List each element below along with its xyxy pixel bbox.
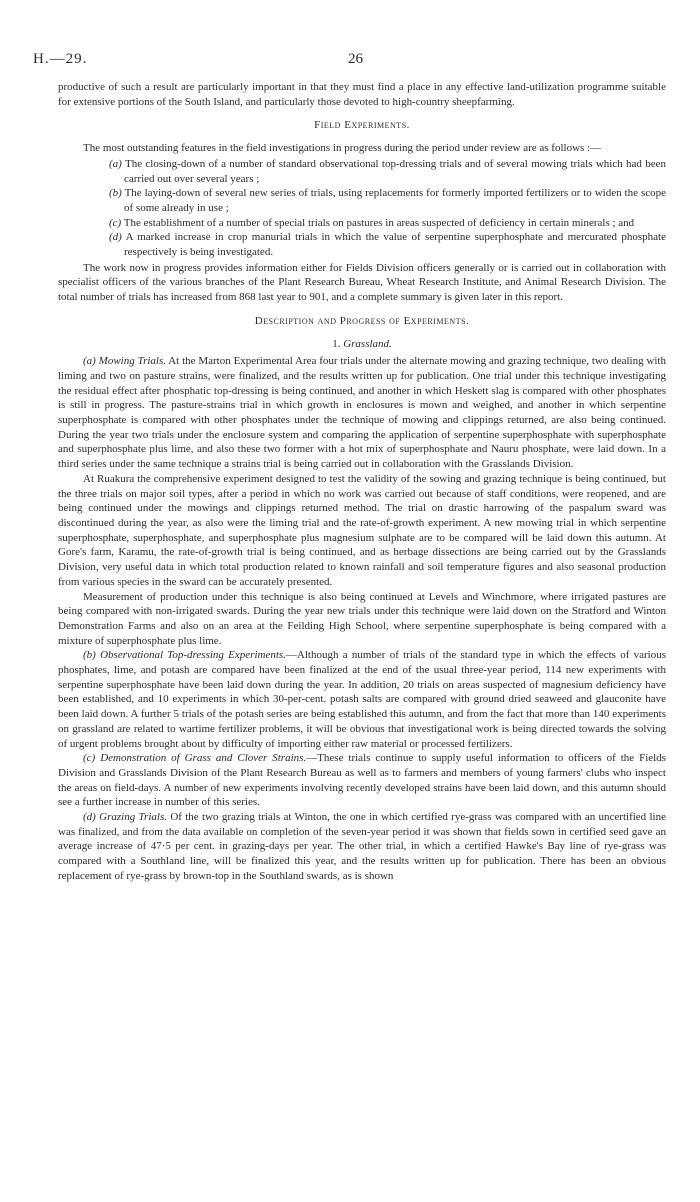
field-closing-paragraph: The work now in progress provides information either for Fields Division officers generally or is carried out in collaboration with specialist officers of the various branches of the Plant Research Bureau, Wheat Research Institute, and Animal Research Division. The total number of trials has increased from 868 last year to 901, and a complete summary is given later in this report.: [58, 261, 666, 304]
measurement-paragraph: Measurement of production under this technique is also being continued at Levels and Winchmore, where irrigated pastures are being compared with non-irrigated swards. During the year new trials under this technique were laid down on the Stratford and Winton Demonstration Farms and also on an area at the Feilding High School, where serpentine superphosphate is being compared with a mixture of superphosphate plus lime.: [58, 590, 666, 647]
field-experiments-heading: Field Experiments.: [314, 119, 410, 132]
list-item-text: A marked increase in crop manurial trials in which the value of serpentine superphosphate and mercurated phosphate respectively is being investigated.: [124, 231, 666, 259]
subheading-title: Grassland.: [343, 337, 392, 350]
field-lead-paragraph: The most outstanding features in the field investigations in progress during the period under review are as follows :—: [83, 142, 602, 155]
paragraph-title: Demonstration of Grass and Clover Strains.: [100, 752, 307, 765]
list-item-label: (b): [109, 187, 122, 200]
description-heading: Description and Progress of Experiments.: [254, 314, 470, 327]
grassland-subheading: [58, 337, 666, 352]
paragraph-text: At the Marton Experimental Area four trials under the alternate mowing and grazing technique, two dealing with liming and two on pasture strains, were finalized, and the results written up for publication. One trial under this technique investigating the residual effect after phosphatic top-dressing is being continued, and another in which Heskett slag is compared with other phosphates is still in progress. The pasture-strains trial in which growth in enclosures is mown and weighed, and another in which serpentine superphosphate is compared with other phosphates under the technique of mowing and clippings returned, are also being continued. During the year two trials under the enclosure system and comparing the application of serpentine superphosphate with superphosphate and superphosphate plus lime, and also these two former with a hot mix of superphosphate and Nauru phosphate, were laid down. In a third series under the same technique a strains trial is being carried out in collaboration with the Grasslands Division.: [58, 355, 666, 471]
strains-paragraph: [58, 751, 666, 810]
list-item: [58, 216, 666, 231]
list-item: [58, 230, 666, 259]
paragraph-label: (a): [83, 355, 96, 368]
paragraph-title: Grazing Trials.: [99, 811, 167, 824]
list-item: [58, 186, 666, 215]
paragraph-text: Of the two grazing trials at Winton, the one in which certified rye-grass was compared with an uncertified line was finalized, and from the data available on completion of the seven-year period it was shown that fields sown in certified seed gave an average increase of 47·5 per cent. in grazing-days per year. The other trial, in which a certified Hawke's Bay line of rye-grass was compared with a Southland line, will be finalized this year, and the results written up for publication. There has been an obvious replacement of rye-grass by brown-top in the Southland swards, as is shown: [58, 811, 666, 882]
top-dressing-paragraph: [58, 648, 666, 751]
intro-paragraph: productive of such a result are particularly important in that they must find a place in any effective land-utilization programme suitable for extensive portions of the South Island, and particularly those devoted to high-country sheepfarming.: [58, 81, 666, 108]
list-item: [58, 157, 666, 186]
grazing-trials-paragraph: [58, 810, 666, 884]
running-head: [33, 51, 666, 80]
paragraph-title: Mowing Trials.: [98, 355, 166, 368]
paragraph-title: Observational Top-dressing Experiments.: [100, 649, 286, 662]
report-reference: H.—29.: [33, 51, 88, 67]
page-number: 26: [348, 51, 363, 67]
paragraph-label: (b): [83, 649, 96, 662]
list-item-text: The establishment of a number of special trials on pastures in areas suspected of deficiency in certain minerals ; and: [123, 216, 635, 229]
paragraph-text: —Although a number of trials of the standard type in which the effects of various phosphates, lime, and potash are compared have been finalized at the end of the usual three-year period, 114 new experiments with serpentine superphosphate have been laid down during the year. In addition, 20 trials on areas suspected of magnesium deficiency have been established, and 10 experiments in which 30-per-cent. potash salts are compared with ground dried seaweed and glauconite have been laid down. A further 5 trials of the potash series are being established this autumn, and from the fact that more than 140 experiments on grassland are related to wartime fertilizer problems, it will be obvious that investigational work is being directed towards the solving of urgent problems brought about by difficulty of importing either raw material or processed fertilizers.: [58, 649, 666, 750]
paragraph-text: —These trials continue to supply useful information to officers of the Fields Division and Grasslands Division of the Plant Research Bureau as well as to farmers and members of young farmers' clubs who inspect the areas on field-days. A number of new experiments involving recently developed strains have been laid down, and this autumn should see a further increase in number of this series.: [58, 752, 666, 809]
paragraph-label: (c): [83, 752, 96, 765]
subheading-number: 1.: [332, 337, 341, 350]
features-list: [58, 157, 666, 260]
list-item-label: (a): [109, 157, 122, 170]
mowing-trials-paragraph: [58, 354, 666, 472]
list-item-text: The closing-down of a number of standard observational top-dressing trials and of several mowing trials which had been carried out over several years ;: [124, 157, 666, 185]
paragraph-label: (d): [83, 811, 96, 824]
list-item-label: (c): [109, 216, 122, 229]
ruakura-paragraph: At Ruakura the comprehensive experiment designed to test the validity of the sowing and grazing technique is being continued, but the three trials on major soil types, after a period in which no work was carried out because of staff conditions, were reopened, and are being continued under the mowings and clippings returned method. The trial on drastic harrowing of the paspalum sward was discontinued during the year, as also were the liming trial and the rate-of-growth experiment. A new mowing trial in which serpentine superphosphate, superphosphate, and superphosphate plus magnesium sulphate are to be compared will be laid down this autumn. At Gore's farm, Karamu, the rate-of-growth trial is being continued, and as herbage dissections are being carried out by the Grasslands Division, very useful data in which total production related to known rainfall and soil temperature figures and also seasonal production from various species in the sward can be accurately presented.: [58, 472, 666, 588]
list-item-text: The laying-down of several new series of trials, using replacements for formerly imported fertilizers or to widen the scope of some already in use ;: [124, 187, 666, 214]
list-item-label: (d): [109, 231, 122, 244]
